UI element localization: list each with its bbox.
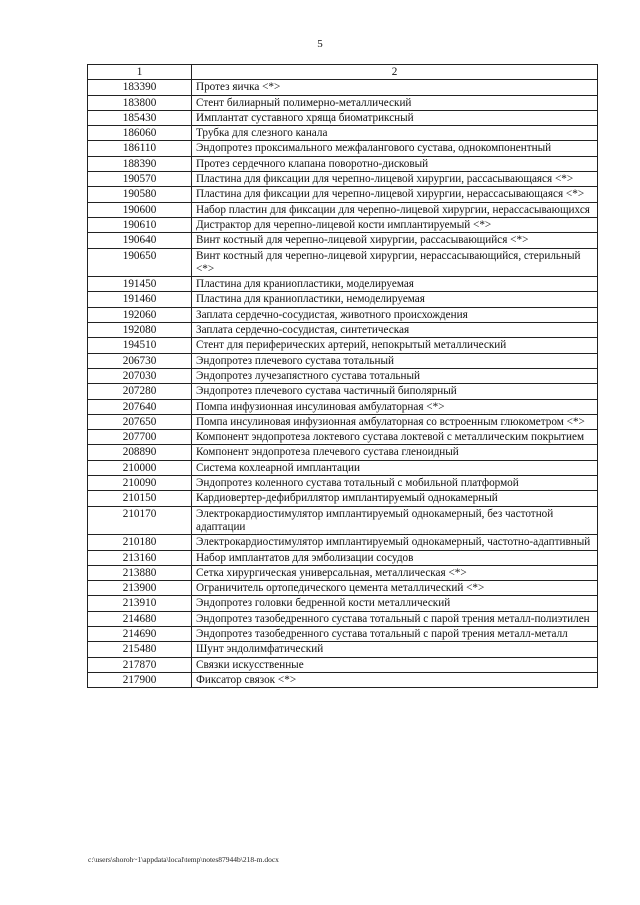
device-name-cell: Винт костный для черепно-лицевой хирургии, нерассасывающийся, стерильный <*>: [192, 248, 598, 277]
device-name-cell: Заплата сердечно-сосудистая, животного происхождения: [192, 307, 598, 322]
device-code-cell: 210170: [88, 506, 192, 535]
device-name-cell: Набор имплантатов для эмболизации сосудов: [192, 550, 598, 565]
device-name-cell: Имплантат суставного хряща биоматриксный: [192, 110, 598, 125]
device-name-cell: Компонент эндопротеза локтевого сустава локтевой с металлическим покрытием: [192, 430, 598, 445]
device-code-cell: 210000: [88, 460, 192, 475]
table-row: [88, 430, 598, 445]
table-row: [88, 626, 598, 641]
device-code-cell: 207640: [88, 399, 192, 414]
device-code-cell: 217900: [88, 672, 192, 687]
table-row: [88, 248, 598, 277]
device-code-cell: 214680: [88, 611, 192, 626]
table-row: [88, 384, 598, 399]
table-row: [88, 399, 598, 414]
device-code-cell: 190600: [88, 202, 192, 217]
device-name-cell: Протез яичка <*>: [192, 80, 598, 95]
device-code-cell: 183390: [88, 80, 192, 95]
device-code-cell: 217870: [88, 657, 192, 672]
device-code-cell: 210180: [88, 535, 192, 550]
column-header-1: 1: [88, 65, 192, 80]
footer-file-path: c:\users\shoroh~1\appdata\local\temp\notes87944b\218-m.docx: [88, 855, 279, 864]
device-code-cell: 183800: [88, 95, 192, 110]
table-row: [88, 187, 598, 202]
table-row: [88, 506, 598, 535]
table-row: [88, 202, 598, 217]
device-name-cell: Пластина для краниопластики, моделируемая: [192, 277, 598, 292]
device-code-cell: 190580: [88, 187, 192, 202]
device-name-cell: Помпа инсулиновая инфузионная амбулаторная со встроенным глюкометром <*>: [192, 414, 598, 429]
table-row: [88, 445, 598, 460]
device-name-cell: Электрокардиостимулятор имплантируемый однокамерный, частотно-адаптивный: [192, 535, 598, 550]
device-code-cell: 215480: [88, 642, 192, 657]
device-name-cell: Фиксатор связок <*>: [192, 672, 598, 687]
table-row: [88, 353, 598, 368]
device-code-cell: 190610: [88, 217, 192, 232]
device-name-cell: Пластина для краниопластики, немоделируемая: [192, 292, 598, 307]
device-code-cell: 192060: [88, 307, 192, 322]
device-name-cell: Связки искусственные: [192, 657, 598, 672]
device-name-cell: Электрокардиостимулятор имплантируемый однокамерный, без частотной адаптации: [192, 506, 598, 535]
table-row: [88, 491, 598, 506]
device-name-cell: Система кохлеарной имплантации: [192, 460, 598, 475]
device-name-cell: Эндопротез тазобедренного сустава тотальный с парой трения металл-металл: [192, 626, 598, 641]
table-row: [88, 95, 598, 110]
device-code-cell: 208890: [88, 445, 192, 460]
table-row: [88, 642, 598, 657]
device-name-cell: Пластина для фиксации для черепно-лицевой хирургии, нерассасывающаяся <*>: [192, 187, 598, 202]
table-row: [88, 80, 598, 95]
table-row: [88, 172, 598, 187]
device-name-cell: Дистрактор для черепно-лицевой кости имплантируемый <*>: [192, 217, 598, 232]
device-code-cell: 214690: [88, 626, 192, 641]
table-row: [88, 368, 598, 383]
device-code-cell: 191450: [88, 277, 192, 292]
table-row: [88, 292, 598, 307]
table-row: [88, 156, 598, 171]
device-code-cell: 188390: [88, 156, 192, 171]
device-code-cell: 191460: [88, 292, 192, 307]
device-name-cell: Стент для периферических артерий, непокрытый металлический: [192, 338, 598, 353]
table-row: [88, 307, 598, 322]
device-name-cell: Шунт эндолимфатический: [192, 642, 598, 657]
table-row: [88, 217, 598, 232]
device-name-cell: Заплата сердечно-сосудистая, синтетическая: [192, 323, 598, 338]
table-row: [88, 550, 598, 565]
table-row: [88, 460, 598, 475]
table-row: [88, 565, 598, 580]
device-code-cell: 213880: [88, 565, 192, 580]
device-name-cell: Эндопротез тазобедренного сустава тотальный с парой трения металл-полиэтилен: [192, 611, 598, 626]
device-name-cell: Ограничитель ортопедического цемента металлический <*>: [192, 581, 598, 596]
device-name-cell: Эндопротез плечевого сустава тотальный: [192, 353, 598, 368]
table-row: [88, 476, 598, 491]
device-name-cell: Помпа инфузионная инсулиновая амбулаторная <*>: [192, 399, 598, 414]
device-code-cell: 213160: [88, 550, 192, 565]
device-name-cell: Эндопротез проксимального межфалангового сустава, однокомпонентный: [192, 141, 598, 156]
table-row: [88, 338, 598, 353]
device-code-cell: 207030: [88, 368, 192, 383]
table-row: [88, 535, 598, 550]
table-row: [88, 233, 598, 248]
device-code-cell: 207280: [88, 384, 192, 399]
table-row: [88, 657, 598, 672]
device-code-cell: 207650: [88, 414, 192, 429]
device-code-cell: 210090: [88, 476, 192, 491]
device-code-cell: 192080: [88, 323, 192, 338]
column-header-2: 2: [192, 65, 598, 80]
table-row: [88, 672, 598, 687]
table-body: [88, 80, 598, 688]
device-name-cell: Эндопротез лучезапястного сустава тотальный: [192, 368, 598, 383]
device-name-cell: Трубка для слезного канала: [192, 126, 598, 141]
device-code-cell: 186060: [88, 126, 192, 141]
device-name-cell: Кардиовертер-дефибриллятор имплантируемый однокамерный: [192, 491, 598, 506]
device-name-cell: Сетка хирургическая универсальная, металлическая <*>: [192, 565, 598, 580]
device-code-cell: 213910: [88, 596, 192, 611]
device-code-cell: 210150: [88, 491, 192, 506]
device-name-cell: Протез сердечного клапана поворотно-дисковый: [192, 156, 598, 171]
table-row: [88, 596, 598, 611]
device-code-cell: 213900: [88, 581, 192, 596]
device-code-cell: 194510: [88, 338, 192, 353]
table-row: [88, 414, 598, 429]
device-name-cell: Компонент эндопротеза плечевого сустава гленоидный: [192, 445, 598, 460]
device-codes-table: [87, 64, 598, 688]
table-row: [88, 581, 598, 596]
table-row: [88, 277, 598, 292]
table-row: [88, 323, 598, 338]
page-number: 5: [317, 38, 323, 50]
device-name-cell: Винт костный для черепно-лицевой хирургии, рассасывающийся <*>: [192, 233, 598, 248]
device-name-cell: Эндопротез коленного сустава тотальный с мобильной платформой: [192, 476, 598, 491]
device-code-cell: 190640: [88, 233, 192, 248]
device-code-cell: 207700: [88, 430, 192, 445]
table-row: [88, 110, 598, 125]
table-row: [88, 611, 598, 626]
device-name-cell: Стент билиарный полимерно-металлический: [192, 95, 598, 110]
device-name-cell: Пластина для фиксации для черепно-лицевой хирургии, рассасывающаяся <*>: [192, 172, 598, 187]
table-row: [88, 141, 598, 156]
device-code-cell: 186110: [88, 141, 192, 156]
device-name-cell: Набор пластин для фиксации для черепно-лицевой хирургии, нерассасывающихся: [192, 202, 598, 217]
device-name-cell: Эндопротез головки бедренной кости металлический: [192, 596, 598, 611]
device-code-cell: 206730: [88, 353, 192, 368]
table-header-row: [88, 65, 598, 80]
device-code-cell: 185430: [88, 110, 192, 125]
table-row: [88, 126, 598, 141]
device-code-cell: 190650: [88, 248, 192, 277]
device-code-cell: 190570: [88, 172, 192, 187]
device-name-cell: Эндопротез плечевого сустава частичный биполярный: [192, 384, 598, 399]
